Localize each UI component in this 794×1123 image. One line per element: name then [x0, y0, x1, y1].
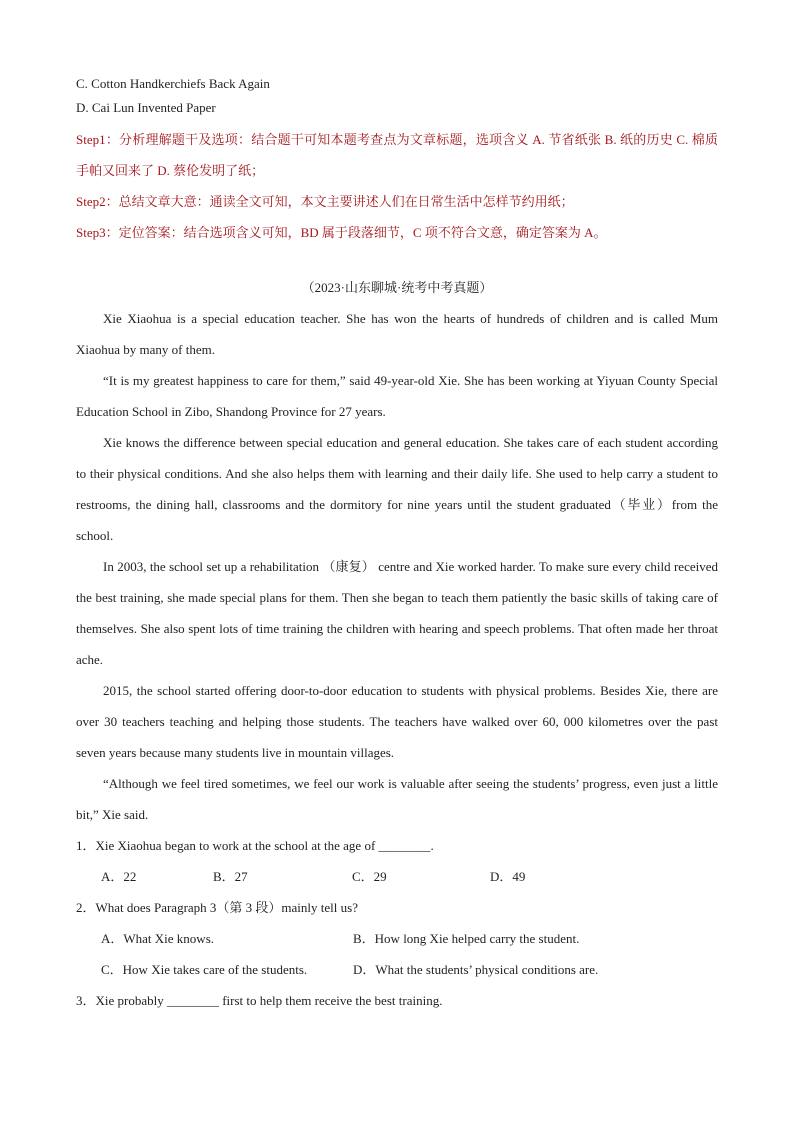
question-2-choice-c[interactable]: C．How Xie takes care of the students. [101, 962, 308, 977]
step-3-text: 定位答案：结合选项含义可知，BD 属于段落细节，C 项不符合文意，确定答案为 A。 [118, 225, 607, 240]
question-1-choice-c[interactable]: C．29 [352, 869, 387, 884]
question-2-choices-row-1 [76, 923, 718, 954]
source-citation: （2023·山东聊城·统考中考真题） [301, 280, 493, 295]
question-1-choice-a[interactable]: A．22 [101, 869, 137, 884]
option-c: C. Cotton Handkerchiefs Back Again [76, 76, 270, 91]
passage-paragraph-5: 2015, the school started offering door-to-door education to students with physical problems. Besides Xie, there are over 30 teachers teaching and helping those students. The teachers have walked over 60, 000 kilometres over the past seven years because many students live in mountain villages. [76, 683, 718, 760]
question-1-choices [76, 861, 718, 892]
question-2-choice-d[interactable]: D．What the students’ physical conditions are. [353, 962, 599, 977]
question-2-choices-row-2 [76, 954, 718, 985]
passage-paragraph-4: In 2003, the school set up a rehabilitation （康复） centre and Xie worked harder. To make sure every child received the best training, she made special plans for them. Then she began to teach them patiently the basic skills of taking care of themselves. She also spent lots of time training the children with hearing and speech problems. That often made her throat ache. [76, 559, 718, 667]
step-1-text: 分析理解题干及选项：结合题干可知本题考查点为文章标题，选项含义 A. 节省纸张 B. 纸的历史 C. 棉质手帕又回来了 D. 蔡伦发明了纸； [76, 132, 718, 178]
question-2-choice-a[interactable]: A．What Xie knows. [101, 931, 215, 946]
passage-paragraph-2: “It is my greatest happiness to care for them,” said 49-year-old Xie. She has been working at Yiyuan County Special Education School in Zibo, Shandong Province for 27 years. [76, 373, 718, 419]
question-1-stem: 1．Xie Xiaohua began to work at the school at the age of ________. [76, 838, 434, 853]
passage-paragraph-6: “Although we feel tired sometimes, we feel our work is valuable after seeing the students’ progress, even just a little bit,” Xie said. [76, 776, 718, 822]
step-2-text: 总结文章大意：通读全文可知，本文主要讲述人们在日常生活中怎样节约用纸； [118, 194, 574, 209]
step-3-label: Step3： [76, 225, 119, 240]
question-1-choice-b[interactable]: B．27 [213, 869, 248, 884]
question-2-stem: 2．What does Paragraph 3（第 3 段）mainly tell us? [76, 900, 358, 915]
document-page [76, 72, 718, 1016]
question-1-choice-d[interactable]: D．49 [490, 869, 526, 884]
passage-paragraph-1: Xie Xiaohua is a special education teacher. She has won the hearts of hundreds of children and is called Mum Xiaohua by many of them. [76, 311, 718, 357]
step-2-label: Step2： [76, 194, 119, 209]
step-1 [76, 124, 718, 186]
step-3 [76, 217, 718, 248]
step-1-label: Step1： [76, 132, 120, 147]
step-2 [76, 186, 718, 217]
option-d: D. Cai Lun Invented Paper [76, 100, 216, 115]
question-3-stem: 3．Xie probably ________ first to help them receive the best training. [76, 993, 443, 1008]
passage-paragraph-3: Xie knows the difference between special education and general education. She takes care of each student according to their physical conditions. And she also helps them with learning and their daily life. She used to help carry a student to restrooms, the dining hall, classrooms and the dormitory for nine years until the student graduated（毕业）from the school. [76, 435, 718, 543]
question-2-choice-b[interactable]: B．How long Xie helped carry the student. [353, 931, 580, 946]
